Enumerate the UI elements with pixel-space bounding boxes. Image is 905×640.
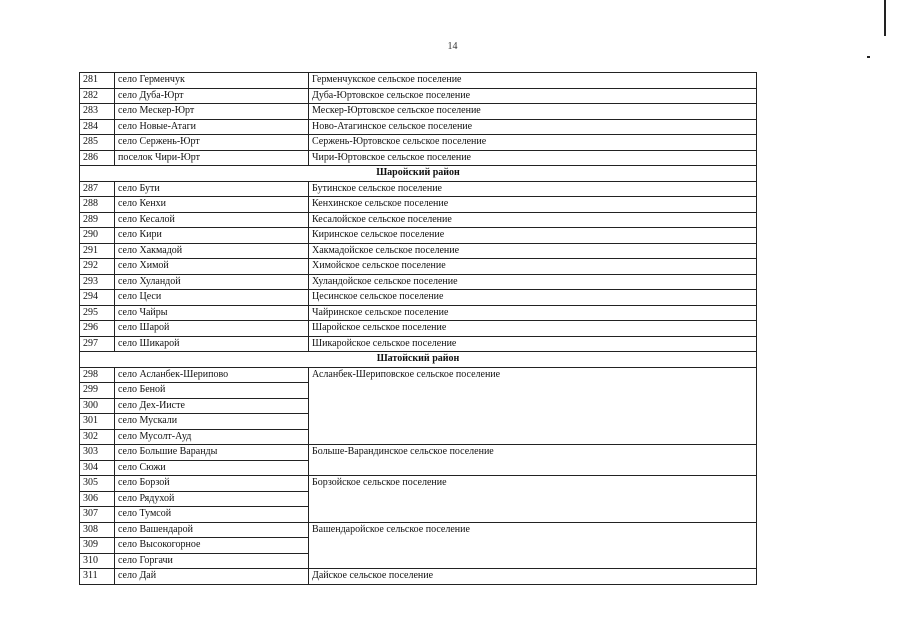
table-row xyxy=(80,135,757,151)
row-number: 294 xyxy=(80,290,115,306)
settlement-name: Цесинское сельское поселение xyxy=(309,290,757,306)
locality-name: село Мусолт-Ауд xyxy=(115,429,309,445)
locality-name: село Шикарой xyxy=(115,336,309,352)
locality-name: село Тумсой xyxy=(115,507,309,523)
row-number: 296 xyxy=(80,321,115,337)
locality-name: село Хуландой xyxy=(115,274,309,290)
district-header-row xyxy=(80,352,757,368)
row-number: 287 xyxy=(80,181,115,197)
settlement-name: Химойское сельское поселение xyxy=(309,259,757,275)
table-row xyxy=(80,290,757,306)
district-title: Шаройский район xyxy=(80,166,757,182)
row-number: 284 xyxy=(80,119,115,135)
settlements-table-body xyxy=(80,73,757,585)
settlement-name: Сержень-Юртовское сельское поселение xyxy=(309,135,757,151)
locality-name: село Дех-Иисте xyxy=(115,398,309,414)
row-number: 290 xyxy=(80,228,115,244)
row-number: 291 xyxy=(80,243,115,259)
row-number: 297 xyxy=(80,336,115,352)
locality-name: село Кири xyxy=(115,228,309,244)
row-number: 300 xyxy=(80,398,115,414)
locality-name: село Беной xyxy=(115,383,309,399)
locality-name: село Шарой xyxy=(115,321,309,337)
row-number: 307 xyxy=(80,507,115,523)
locality-name: село Бути xyxy=(115,181,309,197)
settlement-name: Бутинское сельское поселение xyxy=(309,181,757,197)
locality-name: село Асланбек-Шерипово xyxy=(115,367,309,383)
locality-name: село Горгачи xyxy=(115,553,309,569)
table-row xyxy=(80,336,757,352)
row-number: 305 xyxy=(80,476,115,492)
row-number: 283 xyxy=(80,104,115,120)
row-number: 288 xyxy=(80,197,115,213)
locality-name: село Большие Варанды xyxy=(115,445,309,461)
locality-name: село Мускали xyxy=(115,414,309,430)
settlement-name: Асланбек-Шериповское сельское поселение xyxy=(309,367,757,445)
table-row xyxy=(80,522,757,538)
settlement-name: Больше-Варандинское сельское поселение xyxy=(309,445,757,476)
row-number: 301 xyxy=(80,414,115,430)
row-number: 292 xyxy=(80,259,115,275)
row-number: 306 xyxy=(80,491,115,507)
table-row xyxy=(80,119,757,135)
table-row xyxy=(80,274,757,290)
table-row xyxy=(80,150,757,166)
table-row xyxy=(80,197,757,213)
row-number: 298 xyxy=(80,367,115,383)
table-row xyxy=(80,476,757,492)
table-row xyxy=(80,445,757,461)
row-number: 310 xyxy=(80,553,115,569)
row-number: 282 xyxy=(80,88,115,104)
row-number: 311 xyxy=(80,569,115,585)
locality-name: поселок Чири-Юрт xyxy=(115,150,309,166)
locality-name: село Дуба-Юрт xyxy=(115,88,309,104)
locality-name: село Химой xyxy=(115,259,309,275)
page-number: 14 xyxy=(447,41,458,52)
settlement-name: Кенхинское сельское поселение xyxy=(309,197,757,213)
settlement-name: Мескер-Юртовское сельское поселение xyxy=(309,104,757,120)
district-header-row xyxy=(80,166,757,182)
settlement-name: Кесалойское сельское поселение xyxy=(309,212,757,228)
settlements-table xyxy=(79,72,757,585)
row-number: 302 xyxy=(80,429,115,445)
locality-name: село Мескер-Юрт xyxy=(115,104,309,120)
locality-name: село Борзой xyxy=(115,476,309,492)
row-number: 299 xyxy=(80,383,115,399)
settlement-name: Дуба-Юртовское сельское поселение xyxy=(309,88,757,104)
row-number: 285 xyxy=(80,135,115,151)
locality-name: село Цеси xyxy=(115,290,309,306)
row-number: 308 xyxy=(80,522,115,538)
settlement-name: Герменчукское сельское поселение xyxy=(309,73,757,89)
row-number: 303 xyxy=(80,445,115,461)
table-row xyxy=(80,104,757,120)
table-row xyxy=(80,305,757,321)
locality-name: село Рядухой xyxy=(115,491,309,507)
settlement-name: Шаройское сельское поселение xyxy=(309,321,757,337)
settlement-name: Чайринское сельское поселение xyxy=(309,305,757,321)
locality-name: село Чайры xyxy=(115,305,309,321)
table-row xyxy=(80,569,757,585)
table-row xyxy=(80,259,757,275)
locality-name: село Герменчук xyxy=(115,73,309,89)
table-row xyxy=(80,321,757,337)
locality-name: село Вашендарой xyxy=(115,522,309,538)
row-number: 304 xyxy=(80,460,115,476)
table-row xyxy=(80,228,757,244)
table-row xyxy=(80,73,757,89)
row-number: 289 xyxy=(80,212,115,228)
settlement-name: Хакмадойское сельское поселение xyxy=(309,243,757,259)
locality-name: село Новые-Атаги xyxy=(115,119,309,135)
locality-name: село Высокогорное xyxy=(115,538,309,554)
scan-dot-mark xyxy=(867,56,870,58)
row-number: 286 xyxy=(80,150,115,166)
table-row xyxy=(80,88,757,104)
settlement-name: Хуландойское сельское поселение xyxy=(309,274,757,290)
locality-name: село Хакмадой xyxy=(115,243,309,259)
row-number: 295 xyxy=(80,305,115,321)
locality-name: село Дай xyxy=(115,569,309,585)
settlement-name: Чири-Юртовское сельское поселение xyxy=(309,150,757,166)
table-row xyxy=(80,367,757,383)
table-row xyxy=(80,212,757,228)
locality-name: село Сержень-Юрт xyxy=(115,135,309,151)
locality-name: село Кесалой xyxy=(115,212,309,228)
settlement-name: Борзойское сельское поселение xyxy=(309,476,757,523)
scan-edge-mark xyxy=(884,0,886,36)
locality-name: село Кенхи xyxy=(115,197,309,213)
settlement-name: Ново-Атагинское сельское поселение xyxy=(309,119,757,135)
settlement-name: Дайское сельское поселение xyxy=(309,569,757,585)
table-row xyxy=(80,243,757,259)
settlement-name: Вашендаройское сельское поселение xyxy=(309,522,757,569)
settlement-name: Шикаройское сельское поселение xyxy=(309,336,757,352)
row-number: 293 xyxy=(80,274,115,290)
district-title: Шатойский район xyxy=(80,352,757,368)
settlement-name: Киринское сельское поселение xyxy=(309,228,757,244)
table-row xyxy=(80,181,757,197)
row-number: 309 xyxy=(80,538,115,554)
locality-name: село Сюжи xyxy=(115,460,309,476)
row-number: 281 xyxy=(80,73,115,89)
